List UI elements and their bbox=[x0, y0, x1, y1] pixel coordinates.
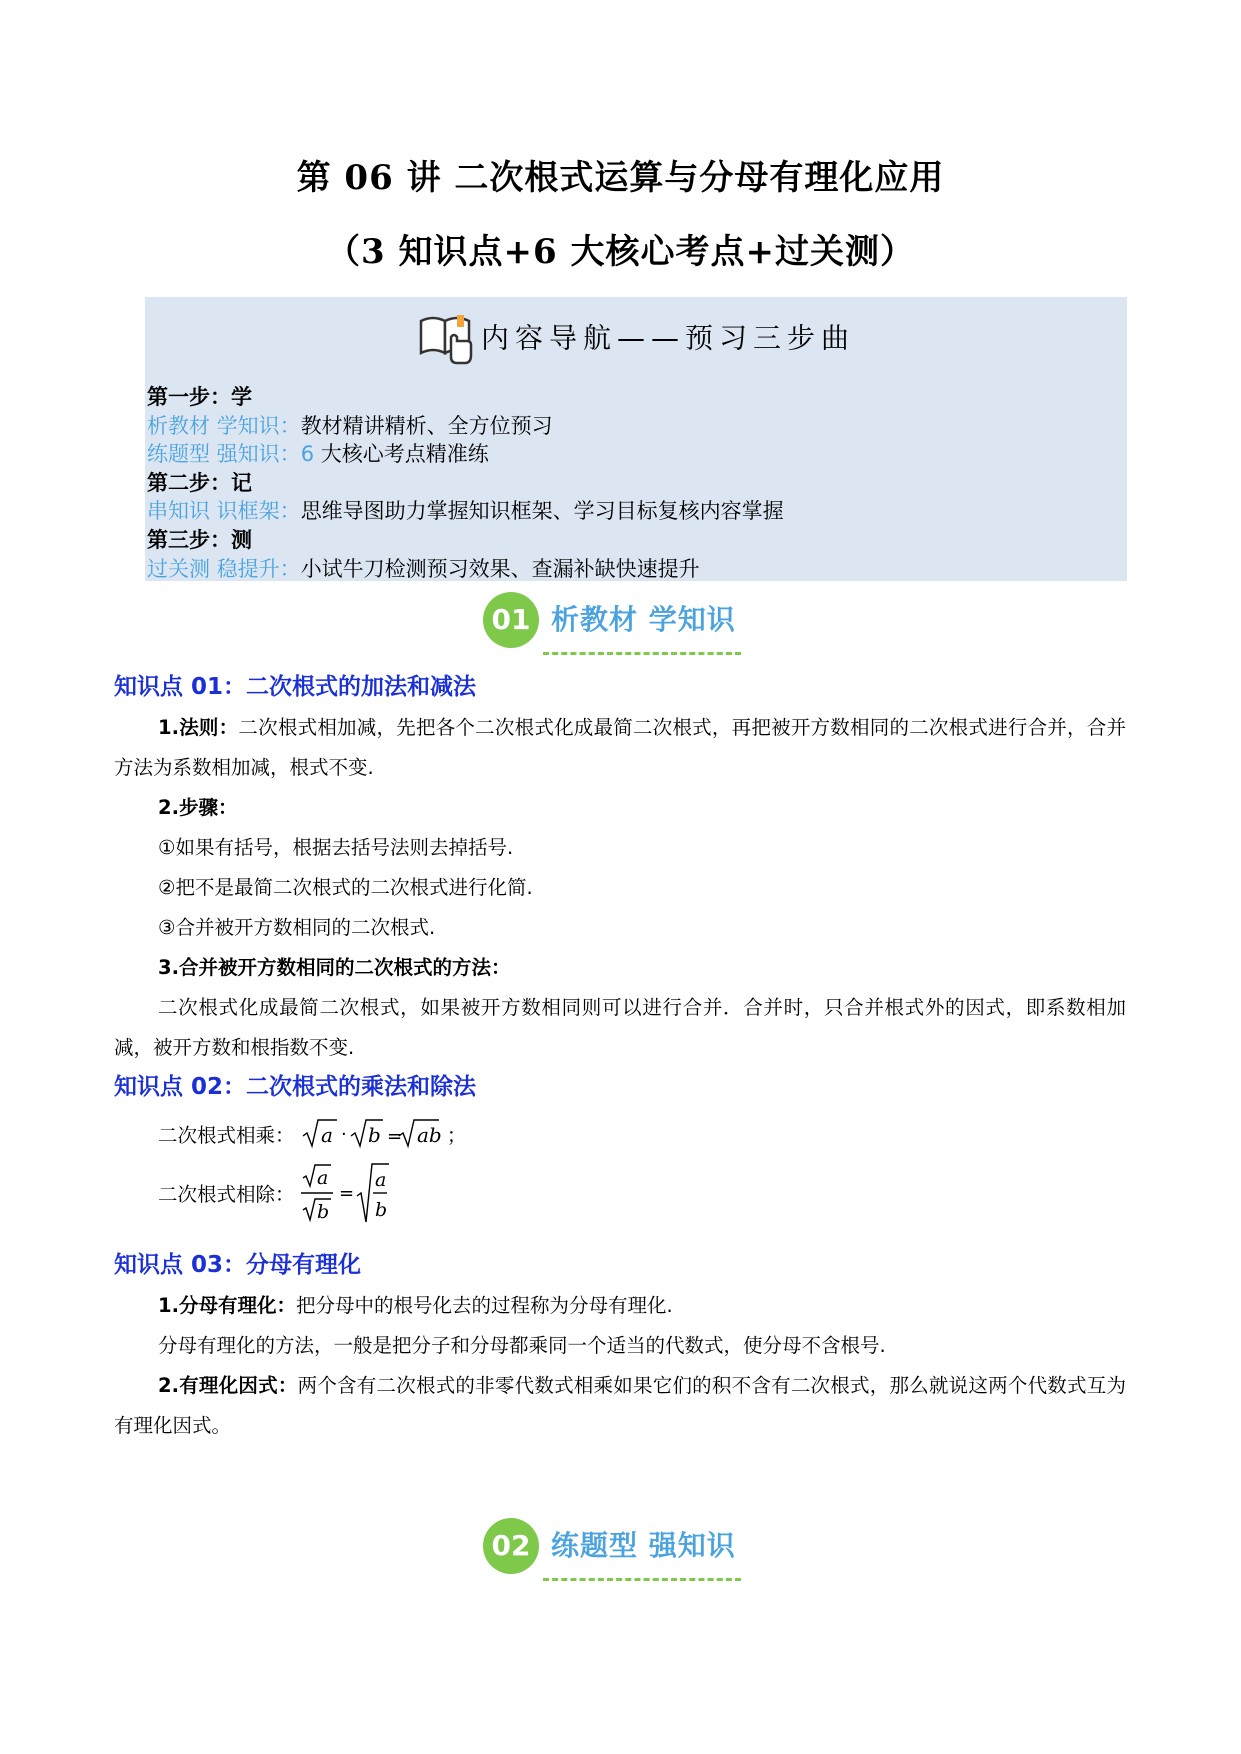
kp2-divide-formula: 二次根式相除： a b a b = bbox=[158, 1162, 393, 1228]
dashed-divider bbox=[543, 652, 741, 655]
multiply-formula-svg bbox=[301, 1114, 441, 1154]
section-number: 01 bbox=[483, 592, 539, 648]
dashed-divider bbox=[543, 1578, 741, 1581]
nav-steps bbox=[147, 383, 784, 583]
svg-text:a: a bbox=[374, 1169, 387, 1191]
svg-text:=: = bbox=[386, 1126, 402, 1147]
svg-text:b: b bbox=[367, 1123, 381, 1147]
kp3-definition: 1.分母有理化：把分母中的根号化去的过程称为分母有理化. bbox=[158, 1294, 673, 1317]
svg-text:=: = bbox=[338, 1183, 354, 1204]
kp1-method-label: 3.合并被开方数相同的二次根式的方法： bbox=[158, 956, 511, 979]
kp1-step-c: ③合并被开方数相同的二次根式. bbox=[158, 916, 436, 939]
nav-row-2: 练题型 强知识：6 大核心考点精准练 bbox=[147, 442, 489, 467]
kp1-rule: 1.法则：二次根式相加减，先把各个二次根式化成最简二次根式，再把被开方数相同的二次根式进行合并，合并方法为系数相加减，根式不变. bbox=[114, 716, 1126, 779]
divide-formula-svg bbox=[301, 1162, 393, 1224]
content-navigation-box bbox=[145, 297, 1127, 581]
svg-text:a: a bbox=[320, 1123, 333, 1147]
kp1-steps-label: 2.步骤： bbox=[158, 796, 238, 819]
nav-step-2: 第二步：记 bbox=[147, 470, 252, 495]
kp1-step-b: ②把不是最简二次根式的二次根式进行化简. bbox=[158, 876, 533, 899]
section-label: 析教材 学知识 bbox=[551, 603, 736, 636]
kp3-title: 知识点 03：分母有理化 bbox=[114, 1252, 362, 1278]
book-hand-icon bbox=[417, 307, 477, 372]
kp3-method: 分母有理化的方法，一般是把分子和分母都乘同一个适当的代数式，使分母不含根号. bbox=[158, 1334, 886, 1357]
svg-text:b: b bbox=[316, 1201, 329, 1223]
kp1-method-text: 二次根式化成最简二次根式，如果被开方数相同则可以进行合并．合并时，只合并根式外的因式，即系数相加减，被开方数和根指数不变. bbox=[114, 996, 1126, 1059]
kp2-multiply-formula: 二次根式相乘： a b ab · = ； bbox=[158, 1114, 466, 1160]
nav-heading-text: 内容导航——预习三步曲 bbox=[480, 321, 855, 355]
nav-step-3: 第三步：测 bbox=[147, 527, 252, 552]
nav-row-4: 过关测 稳提升：小试牛刀检测预习效果、查漏补缺快速提升 bbox=[147, 556, 700, 581]
kp1-title: 知识点 01：二次根式的加法和减法 bbox=[114, 674, 477, 700]
svg-text:·: · bbox=[340, 1124, 347, 1145]
nav-row-1: 析教材 学知识：教材精讲精析、全方位预习 bbox=[147, 413, 553, 438]
page-title: 第 06 讲 二次根式运算与分母有理化应用 bbox=[296, 158, 945, 198]
svg-text:ab: ab bbox=[416, 1123, 441, 1147]
section-badge-01 bbox=[483, 592, 763, 662]
section-badge-02 bbox=[483, 1518, 763, 1588]
kp3-rationalizing-factor: 2.有理化因式：两个含有二次根式的非零代数式相乘如果它们的积不含有二次根式，那么就说这两个代数式互为有理化因式。 bbox=[114, 1374, 1126, 1437]
page-subtitle: （3 知识点+6 大核心考点+过关测） bbox=[326, 232, 915, 272]
section-label: 练题型 强知识 bbox=[551, 1529, 736, 1562]
nav-step-1: 第一步：学 bbox=[147, 385, 252, 409]
section-number: 02 bbox=[483, 1518, 539, 1574]
kp1-step-a: ①如果有括号，根据去括号法则去掉括号. bbox=[158, 836, 514, 859]
nav-heading bbox=[145, 307, 1127, 372]
svg-text:a: a bbox=[316, 1167, 329, 1189]
nav-row-3: 串知识 识框架：思维导图助力掌握知识框架、学习目标复核内容掌握 bbox=[147, 499, 784, 524]
svg-text:b: b bbox=[374, 1199, 387, 1221]
kp2-title: 知识点 02：二次根式的乘法和除法 bbox=[114, 1074, 477, 1100]
